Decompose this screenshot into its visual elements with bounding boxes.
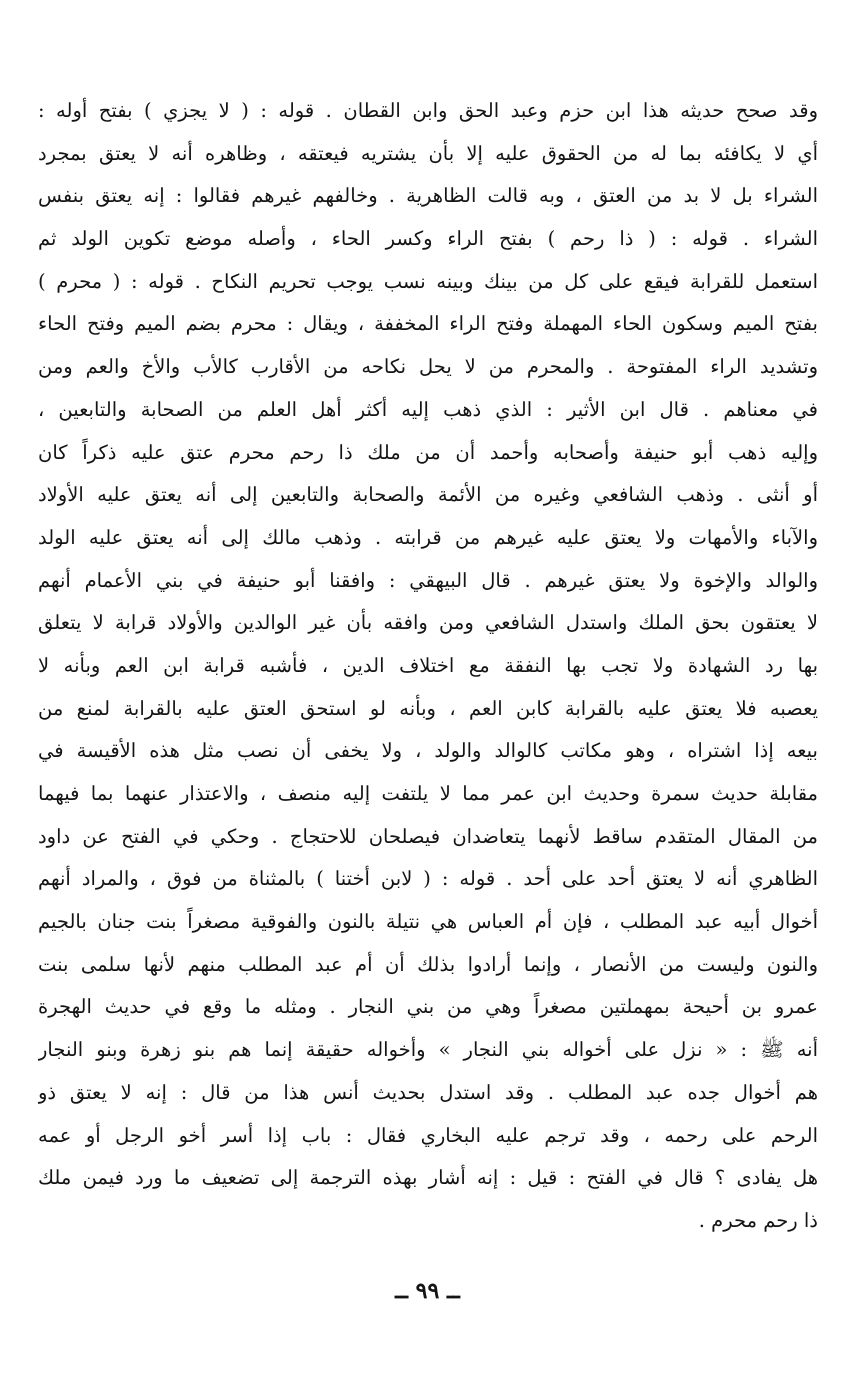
text-line: الظاهري أنه لا يعتق أحد على أحد . قوله : ( لابن أختنا ) بالمثناة من فوق ، والمراد أنهم: [38, 867, 818, 891]
text-line: وقد صحح حديثه هذا ابن حزم وعبد الحق وابن القطان . قوله : ( لا يجزي ) بفتح أوله :: [38, 99, 818, 122]
text-line: أي لا يكافئه بما له من الحقوق عليه إلا بأن يشتريه فيعتقه ، وظاهره أنه لا يعتق بمجرد: [38, 141, 818, 165]
text-line: والآباء والأمهات ولا يعتق عليه غيرهم من قرابته . وذهب مالك إلى أنه يعتق عليه الولد: [38, 525, 818, 549]
text-line: أخوال أبيه عبد المطلب ، فإن أم العباس هي نتيلة بالنون والفوقية مصغراً بنت جنان بالجيم: [38, 910, 818, 934]
text-line: ذا رحم محرم .: [698, 1208, 818, 1232]
text-line: أو أنثى . وذهب الشافعي وغيره من الأئمة والصحابة والتابعين إلى أنه يعتق عليه الأولاد: [38, 483, 818, 507]
text-line: هل يفادى ؟ قال في الفتح : قيل : إنه أشار بهذه الترجمة إلى تضعيف ما ورد فيمن ملك: [38, 1166, 818, 1190]
text-line: وتشديد الراء المفتوحة . والمحرم من لا يحل نكاحه من الأقارب كالأب والأخ والعم ومن: [38, 355, 818, 379]
text-line: لا يعتقون بحق الملك واستدل الشافعي ومن وافقه بأن غير الوالدين والأولاد قرابة لا يتعلق: [38, 611, 818, 635]
text-line: وإليه ذهب أبو حنيفة وأصحابه وأحمد أن من ملك ذا رحم محرم عتق عليه ذكراً كان: [38, 440, 818, 464]
text-line: بفتح الميم وسكون الحاء المهملة وفتح الراء المخففة ، ويقال : محرم بضم الميم وفتح الحاء: [38, 312, 818, 336]
body-text: [38, 90, 818, 1243]
text-line: هم أخوال جده عبد المطلب . وقد استدل بحديث أنس هذا من قال : إنه لا يعتق ذو: [38, 1080, 818, 1104]
text-line: أنه ﷺ : « نزل على أخواله بني النجار » وأخواله حقيقة إنما هم بنو زهرة وبنو النجار: [38, 1038, 818, 1062]
text-line: الشراء بل لا بد من العتق ، وبه قالت الظاهرية . وخالفهم غيرهم فقالوا : إنه يعتق بنفس: [38, 184, 818, 208]
text-line: من المقال المتقدم ساقط لأنهما يتعاضدان فيصلحان للاحتجاج . وحكي في الفتح عن داود: [38, 824, 818, 848]
page-number: ــ ٩٩ ــ: [395, 1278, 460, 1304]
text-line: بيعه إذا اشتراه ، وهو مكاتب كالوالد والولد ، ولا يخفى أن نصب مثل هذه الأقيسة في: [38, 739, 818, 763]
text-line: مقابلة حديث سمرة وحديث ابن عمر مما لا يلتفت إليه منصف ، والاعتذار عنهما بما فيهما: [38, 782, 818, 805]
text-line: بها رد الشهادة ولا تجب بها النفقة مع اختلاف الدين ، فأشبه قرابة ابن العم وبأنه لا: [38, 653, 818, 677]
text-line: الرحم على رحمه ، وقد ترجم عليه البخاري فقال : باب إذا أسر أخو الرجل أو عمه: [38, 1123, 818, 1147]
text-line: والوالد والإخوة ولا يعتق غيرهم . قال البيهقي : وافقنا أبو حنيفة في بني الأعمام أنهم: [38, 568, 818, 592]
text-line: في معناهم . قال ابن الأثير : الذي ذهب إليه أكثر أهل العلم من الصحابة والتابعين ،: [38, 397, 818, 421]
text-line: الشراء . قوله : ( ذا رحم ) بفتح الراء وكسر الحاء ، وأصله موضع تكوين الولد ثم: [38, 227, 818, 251]
text-line: يعصبه فلا يعتق عليه بالقرابة كابن العم ، وبأنه لو استحق العتق عليه بالقرابة لمنع من: [38, 696, 818, 720]
text-line: استعمل للقرابة فيقع على كل من بينك وبينه نسب يوجب تحريم النكاح . قوله : ( محرم ): [38, 269, 818, 293]
text-line: عمرو بن أحيحة بمهملتين مصغراً وهي من بني النجار . ومثله ما وقع في حديث الهجرة: [38, 995, 818, 1019]
text-line: والنون وليست من الأنصار ، وإنما أرادوا بذلك أن أم عبد المطلب منهم لأنها سلمى بنت: [38, 952, 818, 976]
